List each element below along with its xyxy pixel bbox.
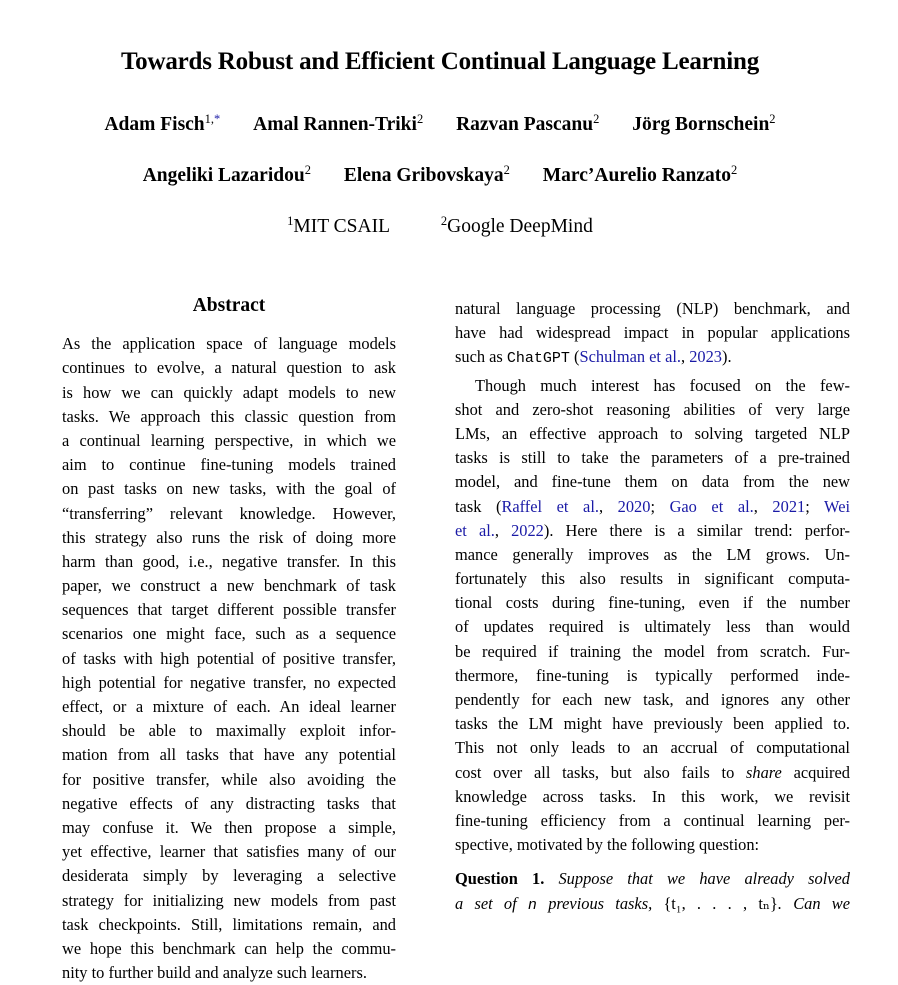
authors-row-1 xyxy=(0,112,880,136)
citation-raffel-year[interactable]: 2020 xyxy=(617,496,651,516)
text-line: model, and fine-tune them on data from the new xyxy=(455,472,850,492)
text-line: This not only leads to an accrual of computational xyxy=(455,738,850,758)
text-line: of updates required is ultimately less than would xyxy=(455,617,850,637)
author: Angeliki Lazaridou$^2$ xyxy=(142,163,311,186)
citation-gao[interactable]: Gao et al. xyxy=(669,496,754,516)
text-line: we hope this benchmark can help the commu- xyxy=(62,938,396,958)
text-line: continues to evolve, a natural question to ask xyxy=(62,358,396,378)
text-line: Though much interest has focused on the few- xyxy=(475,375,850,395)
abstract-text xyxy=(62,332,396,985)
text-line: shot and zero-shot reasoning abilities of very large xyxy=(455,399,850,419)
author: Jörg Bornschein$^2$ xyxy=(632,112,776,135)
authors-row-2 xyxy=(0,163,880,187)
text-line: have had widespread impact in popular applications xyxy=(455,323,850,343)
text-line: should be able to maximally exploit infor- xyxy=(62,721,396,741)
citation-schulman[interactable]: Schulman et al. xyxy=(579,347,681,367)
text-line: on past tasks on new tasks, with the goal of xyxy=(62,479,396,499)
text-line: a continual learning perspective, in which we xyxy=(62,430,396,450)
text-line: mation from all tasks that have any potential xyxy=(62,745,396,765)
text-line: paper, we construct a new benchmark of task xyxy=(62,576,396,596)
text-line: natural language processing (NLP) benchmark, and xyxy=(455,299,850,318)
text-line: harm than good, i.e., negative transfer. In this xyxy=(62,551,396,571)
text-line: tasks is still to take the parameters of a pre-trained xyxy=(455,448,850,468)
text-line: is how we can quickly adapt models to new xyxy=(62,382,396,402)
text-line: et al., 2022). Here there is a similar trend: perfor- xyxy=(455,520,850,540)
text-line: fortunately this also results in significant computa- xyxy=(455,569,850,589)
text-line: nity to further build and analyze such learners. xyxy=(62,963,367,983)
share-emphasis: share xyxy=(746,762,782,782)
text-line: this strategy also runs the risk of doing more xyxy=(62,527,396,547)
text-line: “transferring” relevant knowledge. However, xyxy=(62,503,396,523)
body-column xyxy=(455,297,850,916)
author: Adam Fisch$^{1,*}$ xyxy=(104,112,221,135)
text-line: tasks. We approach this classic question from xyxy=(62,406,396,426)
paragraph xyxy=(455,374,850,495)
paragraph xyxy=(455,785,850,858)
text-line: strategy for initializing new models from past xyxy=(62,890,396,910)
text-line: As the application space of language models xyxy=(62,334,396,354)
question-label: Question 1. xyxy=(455,869,545,889)
author: Amal Rannen-Triki$^2$ xyxy=(253,112,424,135)
text-line: such as ChatGPT (Schulman et al., 2023). xyxy=(455,347,732,368)
text-line: sequences that target different possible transfer xyxy=(62,600,396,620)
text-line: for positive transfer, while also avoiding the xyxy=(62,769,396,789)
text-line: may confuse it. We then propose a simple, xyxy=(62,817,396,837)
text-line: effect, or a mixture of each. An ideal learner xyxy=(62,697,396,717)
text-line: LMs, an effective approach to solving targeted NLP xyxy=(455,423,850,443)
text-line: desiderata simply by leveraging a selective xyxy=(62,866,396,886)
text-line: task checkpoints. Still, limitations remain, and xyxy=(62,914,396,934)
text-line: knowledge across tasks. In this work, we revisit xyxy=(455,786,850,806)
text-line: spective, motivated by the following question: xyxy=(455,835,760,855)
text-line: negative effects of any distracting tasks that xyxy=(62,793,396,813)
text-line: task (Raffel et al., 2020; Gao et al., 2021; Wei xyxy=(455,496,851,516)
text-line: be required if training the model from scratch. Fur- xyxy=(455,641,850,661)
text-line: thermore, fine-tuning is typically performed inde- xyxy=(455,665,850,685)
question-line: Question 1. Suppose that we have already solved xyxy=(455,869,850,889)
affiliations xyxy=(0,214,880,238)
text-line: tional costs during fine-tuning, even if the number xyxy=(455,593,850,613)
text-line: tasks the LM might have previously been applied to. xyxy=(455,714,850,734)
author: Elena Gribovskaya$^2$ xyxy=(343,163,510,186)
citation-raffel[interactable]: Raffel et al. xyxy=(501,496,599,516)
question-line: a set of n previous tasks, {t₁, . . . , tₙ}. Can we xyxy=(455,893,851,914)
text-line: mance generally improves as the LM grows. Un- xyxy=(455,544,850,564)
paragraph xyxy=(455,543,850,761)
author: Razvan Pascanu$^2$ xyxy=(456,112,600,135)
abstract-heading: Abstract xyxy=(192,295,266,316)
citation-schulman-year[interactable]: 2023 xyxy=(689,347,722,367)
citation-gao-year[interactable]: 2021 xyxy=(772,496,806,516)
text-line: yet effective, learner that satisfies many of our xyxy=(62,842,396,862)
paper-title: Towards Robust and Efficient Continual Language Learning xyxy=(120,48,759,75)
text-line: aim to continue fine-tuning models trained xyxy=(62,455,396,475)
text-line: scenarios one might face, such as a sequence xyxy=(62,624,396,644)
chatgpt-term: ChatGPT xyxy=(506,350,570,368)
text-line: of tasks with high potential of positive transfer, xyxy=(62,648,396,668)
citation-wei-year[interactable]: 2022 xyxy=(511,520,544,540)
citation-wei[interactable]: Wei xyxy=(824,496,851,516)
citation-wei-cont[interactable]: et al. xyxy=(455,520,495,540)
author: Marc’Aurelio Ranzato$^2$ xyxy=(542,163,738,186)
text-line: fine-tuning efficiency from a continual learning per- xyxy=(455,810,850,830)
text-line: pendently for each new task, and ignores any other xyxy=(455,690,850,709)
affiliation: $^2$Google DeepMind xyxy=(440,214,593,237)
abstract-section xyxy=(62,294,396,985)
text-line: high potential for negative transfer, no expected xyxy=(62,672,396,692)
text-line: cost over all tasks, but also fails to share acquired xyxy=(455,762,850,782)
affiliation: $^1$MIT CSAIL xyxy=(287,214,391,237)
